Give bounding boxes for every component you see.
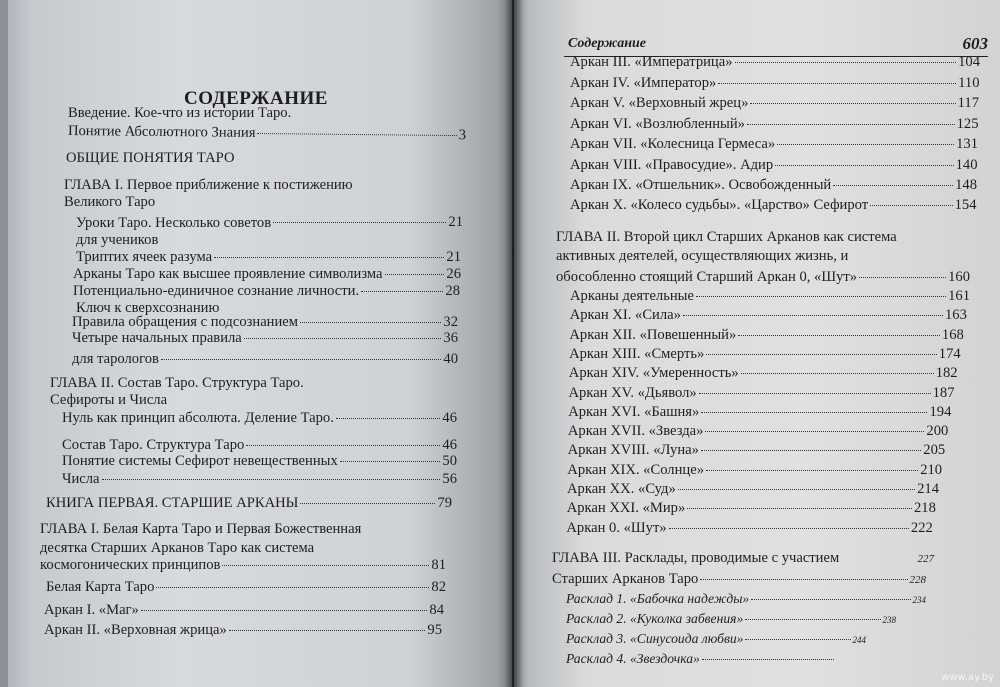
entry-label: Белая Карта Таро: [46, 579, 155, 595]
leader-dots: [718, 83, 956, 84]
book-gutter: [505, 0, 523, 687]
entry-page: 214: [917, 481, 939, 497]
toc-entry: [568, 403, 951, 421]
entry-page: 131: [956, 136, 978, 152]
leader-dots: [777, 144, 954, 145]
entry-label: Арканы Таро как высшее проявление символизма: [73, 266, 383, 282]
leader-dots: [340, 461, 441, 462]
entry-page: 79: [437, 495, 452, 511]
entry-label: Понятие системы Сефирот невещественных: [62, 453, 338, 469]
entry-page: 36: [443, 330, 458, 346]
toc-entry: [566, 650, 836, 668]
entry-label: Триптих ячеек разума: [76, 249, 213, 265]
entry-page: 21: [448, 214, 463, 230]
leader-dots: [361, 291, 443, 292]
entry-page: 82: [431, 579, 446, 595]
leader-dots: [156, 587, 429, 588]
entry-label: КНИГА ПЕРВАЯ. СТАРШИЕ АРКАНЫ: [46, 495, 299, 511]
leader-dots: [229, 630, 426, 631]
right-chapter2-line-2: активных деятелей, осуществляющих жизнь, и: [556, 248, 849, 264]
watermark: www.ay.by: [941, 672, 994, 683]
entry-label: Расклад 3. «Синусоида любви»: [566, 631, 744, 646]
entry-page: 81: [431, 557, 446, 573]
entry-label: Аркан VIII. «Правосудие». Адир: [570, 157, 774, 173]
entry-page: 238: [882, 615, 896, 625]
toc-entry: [570, 196, 977, 214]
entry-label: Аркан XIX. «Солнце»: [567, 461, 704, 478]
entry-page: 148: [955, 177, 977, 193]
entry-label: Аркан XXI. «Мир»: [566, 500, 686, 517]
chapter2-line-2: Сефироты и Числа: [50, 392, 168, 408]
leader-dots: [775, 165, 953, 166]
toc-entry: [570, 115, 979, 133]
toc-entry-arcanum-1: [44, 601, 444, 619]
entry-page: 26: [446, 266, 461, 282]
entry-label: Нуль как принцип абсолюта. Деление Таро.: [62, 410, 334, 426]
leader-dots: [257, 133, 456, 136]
book1-chapter1-line-2: десятка Старших Арканов Таро как система: [40, 540, 315, 556]
entry-label: Аркан XVI. «Башня»: [568, 403, 700, 420]
entry-label: Аркан II. «Верховная жрица»: [44, 622, 227, 638]
entry-label: Правила обращения с подсознанием: [72, 314, 299, 330]
leader-dots: [683, 315, 943, 316]
leader-dots: [336, 418, 441, 419]
entry-page: 3: [458, 127, 467, 144]
entry-label: для тарологов: [72, 351, 159, 367]
toc-entry: [567, 480, 939, 498]
entry-page: 244: [852, 635, 866, 645]
entry-page: 194: [929, 403, 952, 420]
right-chapter2-line-1: ГЛАВА II. Второй цикл Старших Арканов как система: [556, 229, 897, 245]
toc-entry: [569, 384, 955, 402]
entry-label: Четыре начальных правила: [72, 330, 242, 346]
leader-dots: [214, 257, 444, 258]
entry-page: 56: [442, 471, 457, 487]
intro-line-1: Введение. Кое-что из истории Таро.: [68, 105, 292, 121]
toc-entry-intro: [68, 122, 466, 144]
entry-page: 110: [958, 75, 980, 91]
leader-dots: [870, 205, 953, 206]
entry-page: 46: [442, 437, 457, 453]
leader-dots: [102, 479, 441, 480]
entry-label: Аркан I. «Маг»: [44, 602, 139, 618]
entry-page: 227: [917, 553, 934, 565]
toc-entry: [569, 345, 961, 363]
toc-entry-arcanum-2: [44, 621, 442, 639]
entry-page: 117: [957, 95, 979, 111]
entry-label: Состав Таро. Структура Таро: [62, 437, 245, 453]
toc-entry: [570, 287, 970, 305]
leader-dots: [751, 599, 910, 600]
toc-entry: [570, 135, 978, 153]
toc-entry-numbers: [62, 470, 457, 488]
chapter1-line-2: Великого Таро: [64, 194, 156, 210]
book1-chapter1-line-1: ГЛАВА I. Белая Карта Таро и Первая Божественная: [40, 521, 362, 537]
leader-dots: [745, 619, 880, 620]
toc-entry-lessons-page: [76, 213, 463, 231]
entry-label: Аркан VII. «Колесница Гермеса»: [570, 136, 776, 152]
entry-label: Понятие Абсолютного Знания: [67, 123, 256, 141]
toc-entry: [570, 94, 979, 112]
entry-label: Аркан X. «Колесо судьбы». «Царство» Сефирот: [570, 197, 869, 213]
entry-page: 104: [958, 54, 980, 70]
toc-entry: [569, 326, 963, 344]
leader-dots: [702, 659, 834, 660]
entry-label: Расклад 1. «Бабочка надежды»: [566, 591, 750, 606]
page-number: 603: [962, 34, 988, 53]
lessons-line-2: для учеников: [76, 232, 159, 248]
leader-dots: [706, 470, 918, 471]
toc-entry: [570, 156, 978, 174]
entry-page: 174: [938, 345, 961, 362]
toc-entry: [570, 74, 980, 92]
leader-dots: [699, 393, 931, 394]
entry-label: Аркан IX. «Отшельник». Освобожденный: [570, 177, 832, 193]
entry-label: ГЛАВА III. Расклады, проводимые с участием: [552, 550, 840, 566]
toc-entry: [566, 630, 866, 649]
toc-entry-chapter3: [552, 549, 934, 568]
entry-label: Числа: [62, 471, 100, 487]
leader-dots: [687, 508, 912, 509]
entry-page: 168: [941, 326, 964, 343]
toc-entry-four-rules: [72, 329, 458, 347]
leader-dots: [706, 354, 936, 355]
leader-dots: [385, 274, 445, 275]
entry-label: Аркан III. «Императрица»: [570, 54, 733, 70]
entry-page: 160: [948, 269, 970, 285]
leader-dots: [300, 322, 441, 323]
entry-label: Аркан XVII. «Звезда»: [567, 423, 704, 440]
toc-entry: [568, 441, 946, 459]
leader-dots: [246, 445, 440, 446]
entry-page: 46: [442, 410, 457, 426]
toc-entry-book-one: [46, 494, 452, 512]
leader-dots: [738, 335, 940, 336]
entry-page: 40: [443, 351, 458, 367]
entry-label: Аркан VI. «Возлюбленный»: [570, 116, 745, 132]
toc-entry-cosmogonic: [40, 556, 446, 574]
toc-entry-zero: [62, 409, 457, 427]
entry-page: 218: [913, 500, 936, 517]
entry-page: 95: [427, 622, 442, 638]
leader-dots: [747, 124, 955, 125]
toc-entry-chapter3-line2: [552, 570, 926, 589]
leader-dots: [705, 431, 924, 432]
toc-entry: [570, 53, 980, 71]
entry-page: 234: [912, 595, 926, 605]
toc-entry: [568, 422, 948, 440]
toc-title: СОДЕРЖАНИЕ: [184, 88, 328, 109]
toc-entry: [570, 306, 967, 324]
chapter2-line-1: ГЛАВА II. Состав Таро. Структура Таро.: [50, 375, 304, 391]
leader-dots: [833, 185, 953, 186]
entry-label: Расклад 2. «Куколка забвения»: [566, 611, 744, 626]
leader-dots: [701, 412, 927, 413]
entry-page: 163: [944, 307, 967, 324]
toc-entry: [566, 610, 896, 629]
entry-label: Аркан IV. «Император»: [570, 75, 717, 91]
toc-entry-arcana-symbolism: [73, 265, 461, 283]
chapter1-line-1: ГЛАВА I. Первое приближение к постижению: [64, 177, 353, 193]
leader-dots: [859, 277, 946, 278]
toc-entry: [566, 519, 932, 537]
entry-label: Старших Арканов Таро: [552, 571, 699, 587]
entry-page: 205: [923, 442, 946, 459]
entry-page: 182: [935, 365, 958, 382]
toc-entry-key: Ключ к сверхсознанию: [76, 300, 220, 316]
leader-dots: [300, 503, 435, 504]
leader-dots: [701, 450, 921, 451]
entry-label: Аркан V. «Верховный жрец»: [570, 95, 749, 111]
leader-dots: [750, 103, 955, 104]
leader-dots: [244, 338, 442, 339]
toc-entry: [570, 176, 977, 194]
leader-dots: [273, 222, 446, 223]
entry-label: Потенциально-единичное сознание личности.: [73, 283, 360, 299]
entry-label: Аркан XV. «Дьявол»: [568, 384, 697, 401]
toc-entry: [569, 364, 958, 382]
toc-entry: [566, 590, 926, 609]
entry-page: 125: [956, 116, 979, 132]
entry-page: 32: [443, 314, 458, 330]
leader-dots: [741, 373, 934, 374]
entry-label: Аркан XIII. «Смерть»: [569, 345, 705, 362]
toc-entry-white-card: [46, 578, 446, 596]
entry-label: Аркан XI. «Сила»: [569, 307, 681, 324]
toc-entry-triptych: [76, 248, 461, 266]
entry-label: Аркан XIV. «Умеренность»: [568, 365, 739, 382]
leader-dots: [700, 579, 907, 580]
entry-page: 228: [909, 574, 926, 586]
leader-dots: [161, 359, 442, 360]
entry-label: обособленно стоящий Старший Аркан 0, «Шут»: [556, 269, 858, 285]
entry-label: Аркан XII. «Повешенный»: [569, 326, 737, 343]
entry-label: космогонических принципов: [40, 557, 221, 573]
leader-dots: [141, 610, 428, 611]
entry-page: 50: [442, 453, 457, 469]
toc-entry: [567, 461, 942, 479]
entry-page: 187: [932, 384, 955, 401]
toc-entry: [567, 499, 936, 517]
entry-page: 161: [948, 288, 970, 304]
leader-dots: [669, 528, 909, 529]
leader-dots: [222, 565, 429, 566]
lessons-line-1: Уроки Таро. Несколько советов: [76, 215, 272, 231]
entry-page: 210: [920, 461, 943, 478]
section-heading-general: ОБЩИЕ ПОНЯТИЯ ТАРО: [66, 150, 235, 166]
entry-page: 222: [910, 519, 933, 536]
entry-page: 140: [955, 157, 978, 173]
running-head-title: Содержание: [568, 36, 646, 51]
toc-entry-sephirot: [62, 452, 457, 470]
leader-dots: [745, 639, 850, 640]
entry-page: 154: [954, 197, 977, 213]
entry-page: 200: [926, 423, 949, 440]
entry-page: 21: [446, 249, 461, 265]
leader-dots: [696, 296, 946, 297]
entry-label: Расклад 4. «Звездочка»: [566, 651, 700, 666]
entry-label: Аркан 0. «Шут»: [566, 519, 667, 536]
toc-entry-potential: [73, 282, 460, 300]
leader-dots: [735, 62, 957, 63]
entry-label: Аркан XVIII. «Луна»: [567, 442, 699, 459]
leader-dots: [678, 489, 915, 490]
entry-label: Аркан XX. «Суд»: [567, 481, 676, 497]
entry-page: 84: [429, 602, 444, 618]
entry-label: Арканы деятельные: [570, 288, 694, 304]
toc-entry-for-tarologists: [72, 350, 458, 368]
entry-page: 28: [445, 283, 460, 299]
toc-entry-fool-chapter: [556, 268, 970, 286]
